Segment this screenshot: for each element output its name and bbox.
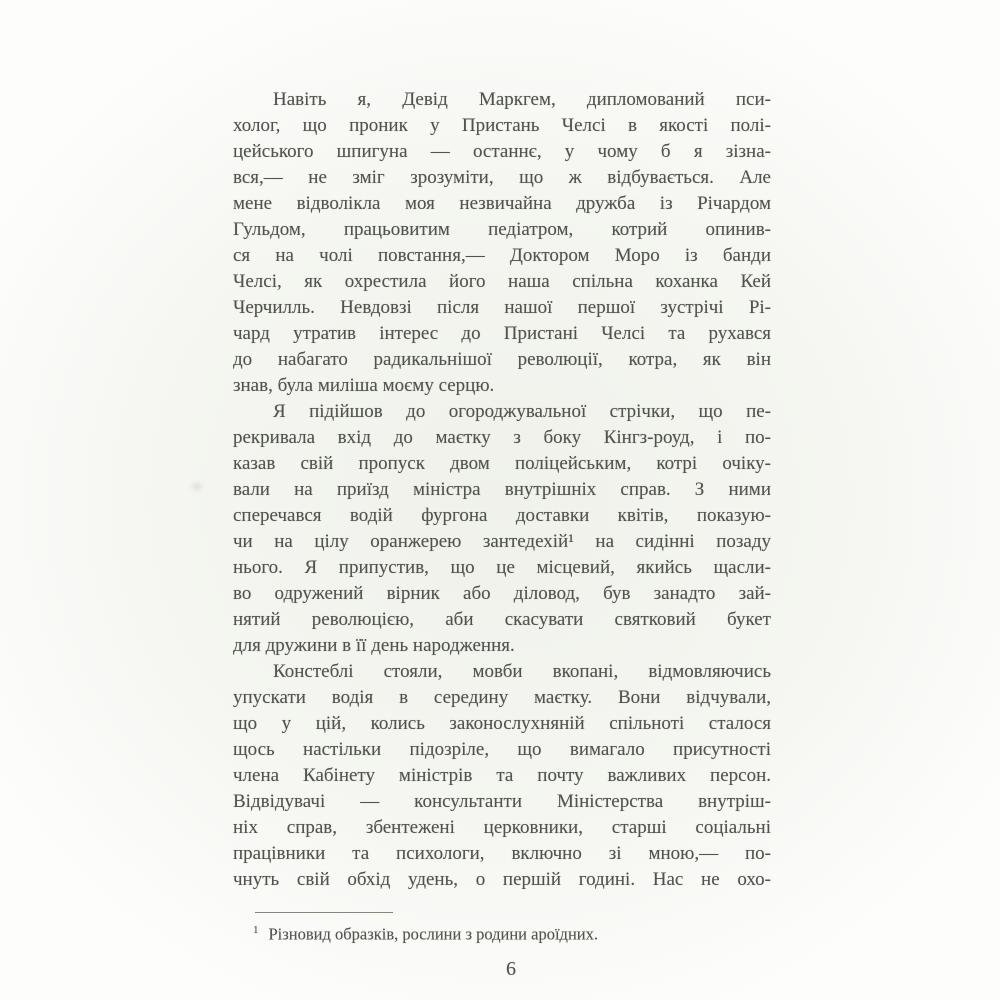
text-line: чнуть свій обхід удень, о першій годині. Нас не охо- [233,869,771,890]
text-line: ся на чолі повстання,— Доктором Моро із банди [233,245,771,266]
text-line: члена Кабінету міністрів та почту важливих персон. [233,765,771,786]
text-line: Черчилль. Невдовзі після нашої першої зустрічі Рі- [233,297,771,318]
text-line: щось настільки підозріле, що вимагало присутності [233,739,771,760]
footnote-rule [255,912,393,913]
paragraph [233,659,771,893]
text-line: Констеблі стояли, мовби вкопані, відмовляючись [273,661,771,682]
text-line: нього. Я припустив, що це місцевий, якийсь щасли- [233,557,771,578]
text-line: холог, що проник у Пристань Челсі в якості полі- [233,115,771,136]
text-block [233,87,771,946]
text-line: що у цій, колись законослухняній спільноті сталося [233,713,771,734]
text-line: Гульдом, працьовитим педіатром, котрий опинив- [233,219,771,240]
text-line: Навіть я, Девід Маркгем, дипломований пси- [273,89,771,110]
text-line: казав свій пропуск двом поліцейським, котрі очіку- [233,453,771,474]
scan-smudge [192,483,202,490]
footnote-marker: 1 [253,924,259,936]
text-line: во одружений вірник або діловод, був занадто зай- [233,583,771,604]
text-line: мене відволікла моя незвичайна дружба із Річардом [233,193,771,214]
text-line: для дружини в її день народження. [233,635,515,656]
text-line: упускати водія в середину маєтку. Вони відчували, [233,687,771,708]
text-line: ніх справ, збентежені церковники, старші соціальні [233,817,771,838]
text-line: Я підійшов до огороджувальної стрічки, що пе- [273,401,771,422]
text-line: знав, була миліша моєму серцю. [233,375,495,396]
paragraph [233,399,771,659]
text-line: нятий революцією, аби скасувати святковий букет [233,609,771,630]
text-line: Відвідувачі — консультанти Міністерства внутріш- [233,791,771,812]
text-line: працівники та психологи, включно зі мною,— по- [233,843,771,864]
text-line: сперечався водій фургона доставки квітів, показую- [233,505,771,526]
text-line: вся,— не зміг зрозуміти, що ж відбувається. Але [233,167,771,188]
paragraph [233,87,771,399]
page-number: 6 [506,958,516,980]
footnote-text: Різновид образків, рослини з родини ароїдних. [268,924,598,944]
text-line: чи на цілу оранжерею зантедехій¹ на сидінні позаду [233,531,771,552]
text-line: чард утратив інтерес до Пристані Челсі та рухався [233,323,771,344]
text-line: рекривала вхід до маєтку з боку Кінгз-роуд, і по- [233,427,771,448]
text-line: до набагато радикальнішої революції, котра, як він [233,349,771,370]
text-line: Челсі, як охрестила його наша спільна коханка Кей [233,271,771,292]
footnote [253,919,771,946]
text-line: цейського шпигуна — останнє, у чому б я зізна- [233,141,771,162]
text-line: вали на приїзд міністра внутрішніх справ. З ними [233,479,771,500]
